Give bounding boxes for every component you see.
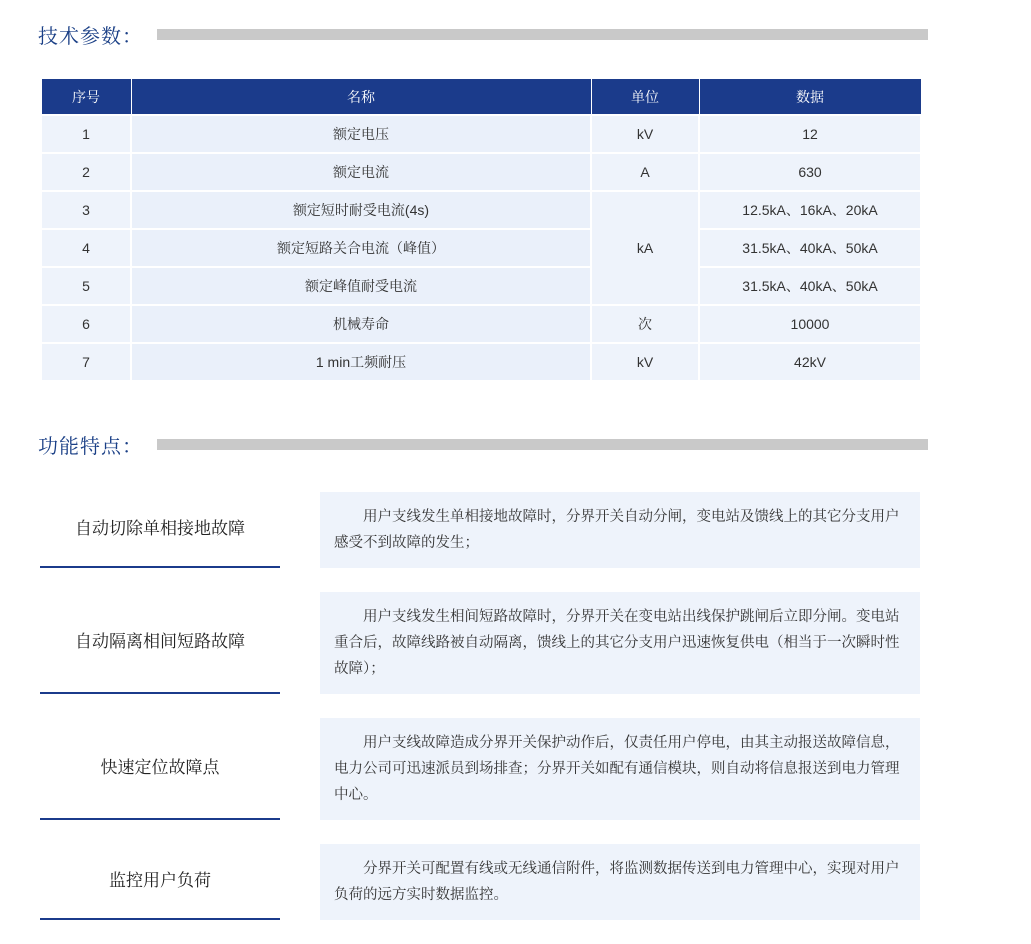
- table-row: [41, 305, 921, 343]
- cell-name: 额定短时耐受电流(4s): [131, 191, 591, 229]
- cell-index: 6: [41, 305, 131, 343]
- cell-name: 机械寿命: [131, 305, 591, 343]
- cell-unit: 次: [591, 305, 699, 343]
- cell-data: 12.5kA、16kA、20kA: [699, 191, 921, 229]
- features-heading: [38, 430, 928, 459]
- list-item: [40, 592, 920, 694]
- cell-name: 1 min工频耐压: [131, 343, 591, 381]
- cell-unit: kA: [591, 191, 699, 305]
- cell-index: 4: [41, 229, 131, 267]
- cell-unit: A: [591, 153, 699, 191]
- cell-unit: kV: [591, 343, 699, 381]
- table-row: [41, 153, 921, 191]
- tech-params-heading: [38, 20, 928, 49]
- cell-index: 3: [41, 191, 131, 229]
- table-row: [41, 115, 921, 153]
- cell-index: 7: [41, 343, 131, 381]
- table-row: [41, 267, 921, 305]
- feature-description: 分界开关可配置有线或无线通信附件，将监测数据传送到电力管理中心，实现对用户负荷的远方实时数据监控。: [320, 844, 920, 920]
- cell-index: 1: [41, 115, 131, 153]
- feature-description: 用户支线故障造成分界开关保护动作后，仅责任用户停电，由其主动报送故障信息，电力公司可迅速派员到场排查；分界开关如配有通信模块，则自动将信息报送到电力管理中心。: [320, 718, 920, 820]
- header-unit: 单位: [591, 79, 699, 116]
- cell-data: 31.5kA、40kA、50kA: [699, 229, 921, 267]
- cell-data: 31.5kA、40kA、50kA: [699, 267, 921, 305]
- cell-name: 额定短路关合电流（峰值）: [131, 229, 591, 267]
- features-list: [40, 492, 920, 944]
- feature-label: 自动切除单相接地故障: [40, 492, 280, 568]
- features-title: 功能特点：: [38, 436, 143, 458]
- cell-data: 42kV: [699, 343, 921, 381]
- header-data: 数据: [699, 79, 921, 116]
- cell-data: 10000: [699, 305, 921, 343]
- cell-name: 额定电流: [131, 153, 591, 191]
- feature-description: 用户支线发生单相接地故障时，分界开关自动分闸，变电站及馈线上的其它分支用户感受不到故障的发生；: [320, 492, 920, 568]
- table-header-row: [41, 79, 921, 116]
- list-item: [40, 718, 920, 820]
- header-name: 名称: [131, 79, 591, 116]
- spec-table: [40, 78, 922, 382]
- table-row: [41, 229, 921, 267]
- table-row: [41, 343, 921, 381]
- cell-index: 2: [41, 153, 131, 191]
- cell-name: 额定电压: [131, 115, 591, 153]
- tech-params-title: 技术参数：: [38, 26, 143, 48]
- feature-description: 用户支线发生相间短路故障时，分界开关在变电站出线保护跳闸后立即分闸。变电站重合后，故障线路被自动隔离，馈线上的其它分支用户迅速恢复供电（相当于一次瞬时性故障）；: [320, 592, 920, 694]
- feature-label: 快速定位故障点: [40, 718, 280, 820]
- cell-index: 5: [41, 267, 131, 305]
- table-row: [41, 191, 921, 229]
- heading-rule: [157, 29, 928, 40]
- header-index: 序号: [41, 79, 131, 116]
- list-item: [40, 492, 920, 568]
- cell-name: 额定峰值耐受电流: [131, 267, 591, 305]
- cell-data: 630: [699, 153, 921, 191]
- list-item: [40, 844, 920, 920]
- heading-rule: [157, 439, 928, 450]
- cell-unit: kV: [591, 115, 699, 153]
- feature-label: 自动隔离相间短路故障: [40, 592, 280, 694]
- cell-data: 12: [699, 115, 921, 153]
- feature-label: 监控用户负荷: [40, 844, 280, 920]
